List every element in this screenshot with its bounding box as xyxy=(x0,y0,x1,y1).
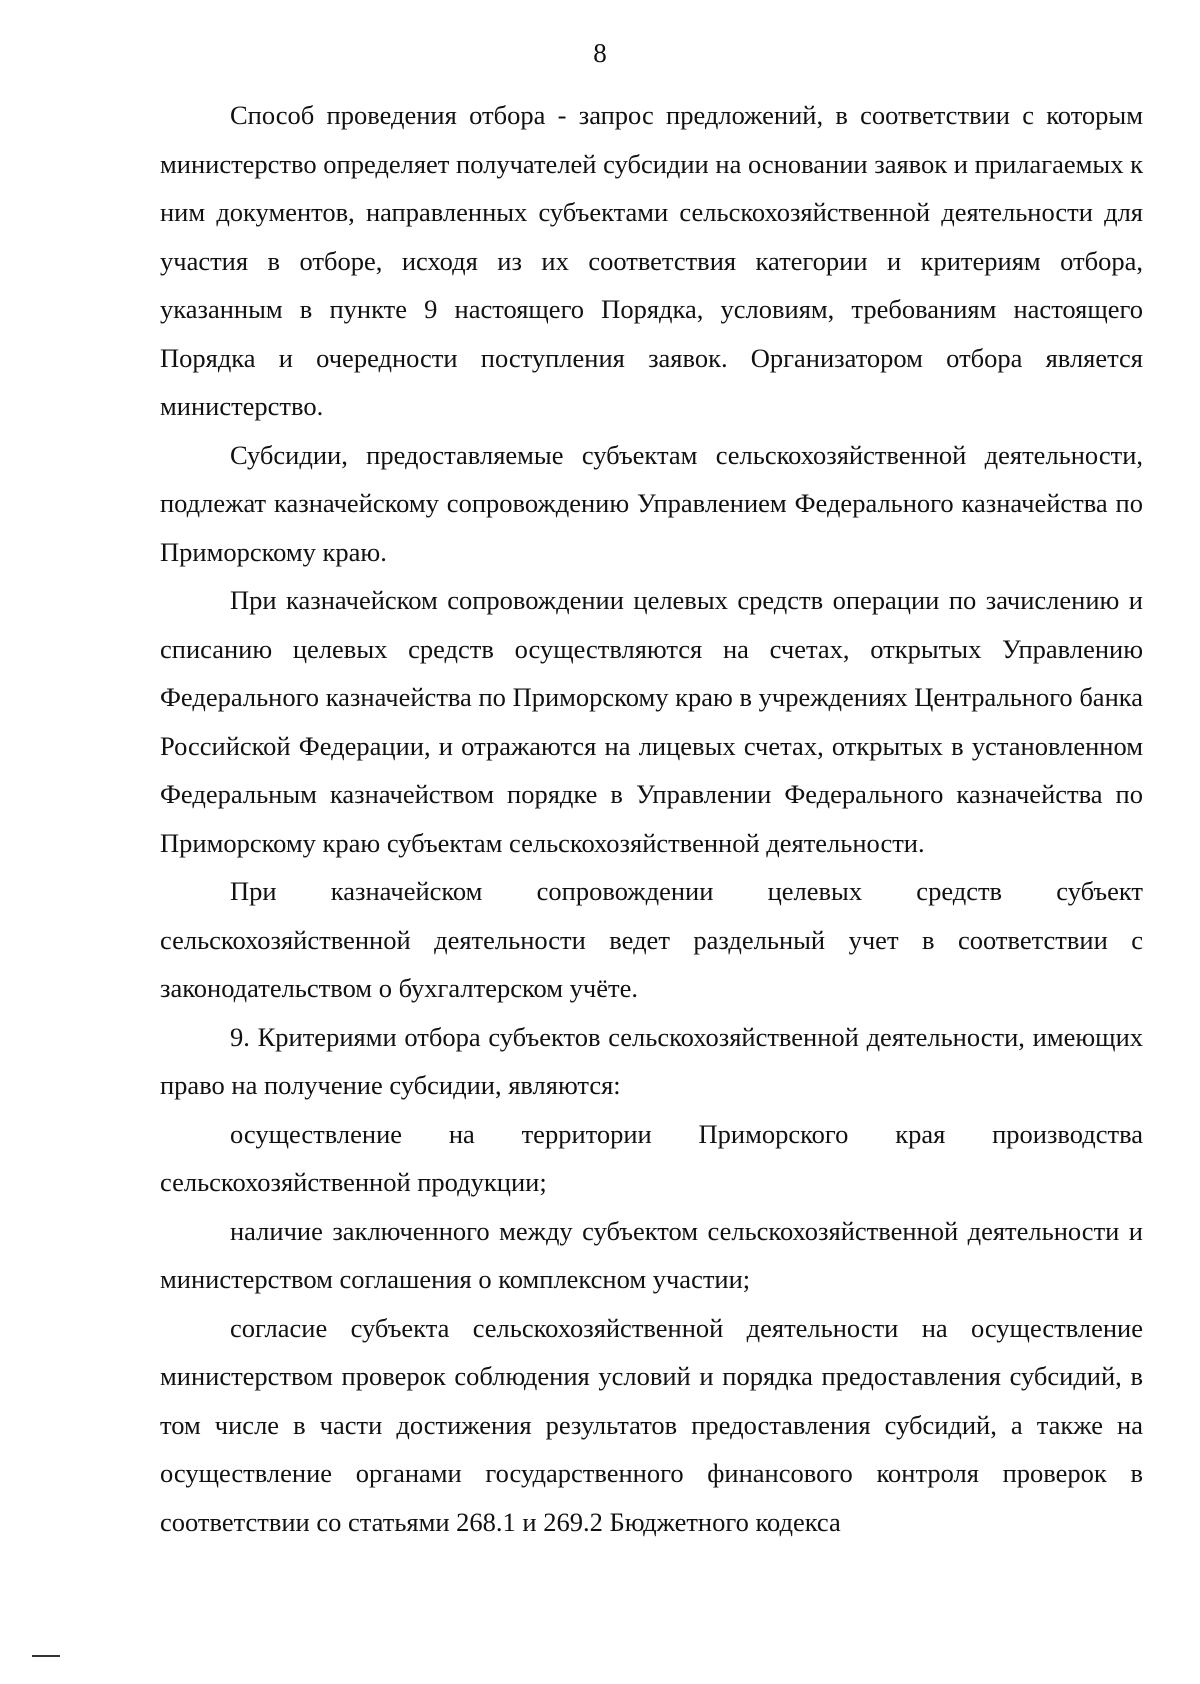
paragraph-treasury-operations: При казначейском сопровождении целевых средств операции по зачислению и списанию целевых средств осуществляются на счетах, открытых Управлению Федерального казначейства по Приморскому краю в учреждениях Центрального банка Российской Федерации, и отражаются на лицевых счетах, открытых в установленном Федеральным казначейством порядке в Управлении Федерального казначейства по Приморскому краю субъектам сельскохозяйственной деятельности. xyxy=(160,585,1143,858)
document-body xyxy=(160,91,1143,1546)
criterion-agreement: наличие заключенного между субъектом сельскохозяйственной деятельности и министерством соглашения о комплексном участии; xyxy=(160,1215,1143,1294)
page-number: 8 xyxy=(593,38,607,68)
criterion-production: осуществление на территории Приморского края производства сельскохозяйственной продукции; xyxy=(160,1118,1143,1197)
paragraph-treasury-support: Субсидии, предоставляемые субъектам сельскохозяйственной деятельности, подлежат казначейскому сопровождению Управлением Федерального казначейства по Приморскому краю. xyxy=(160,439,1143,567)
paragraph-separate-accounting: При казначейском сопровождении целевых средств субъект сельскохозяйственной деятельности ведет раздельный учет в соответствии с законодательством о бухгалтерском учёте. xyxy=(160,876,1143,1003)
margin-dash-mark xyxy=(32,1655,60,1657)
paragraph-selection-criteria: 9. Критериями отбора субъектов сельскохозяйственной деятельности, имеющих право на получение субсидии, являются: xyxy=(160,1021,1143,1100)
paragraph-selection-method: Способ проведения отбора - запрос предложений, в соответствии с которым министерство определяет получателей субсидии на основании заявок и прилагаемых к ним документов, направленных субъектами сельскохозяйственной деятельности для участия в отборе, исходя из их соответствия категории и критериям отбора, указанным в пункте 9 настоящего Порядка, условиям, требованиям настоящего Порядка и очередности поступления заявок. Организатором отбора является министерство. xyxy=(160,100,1143,421)
criterion-consent-inspections: согласие субъекта сельскохозяйственной деятельности на осуществление министерством проверок соблюдения условий и порядка предоставления субсидий, в том числе в части достижения результатов предоставления субсидий, а также на осуществление органами государственного финансового контроля проверок в соответствии со статьями 268.1 и 269.2 Бюджетного кодекса xyxy=(160,1312,1143,1537)
